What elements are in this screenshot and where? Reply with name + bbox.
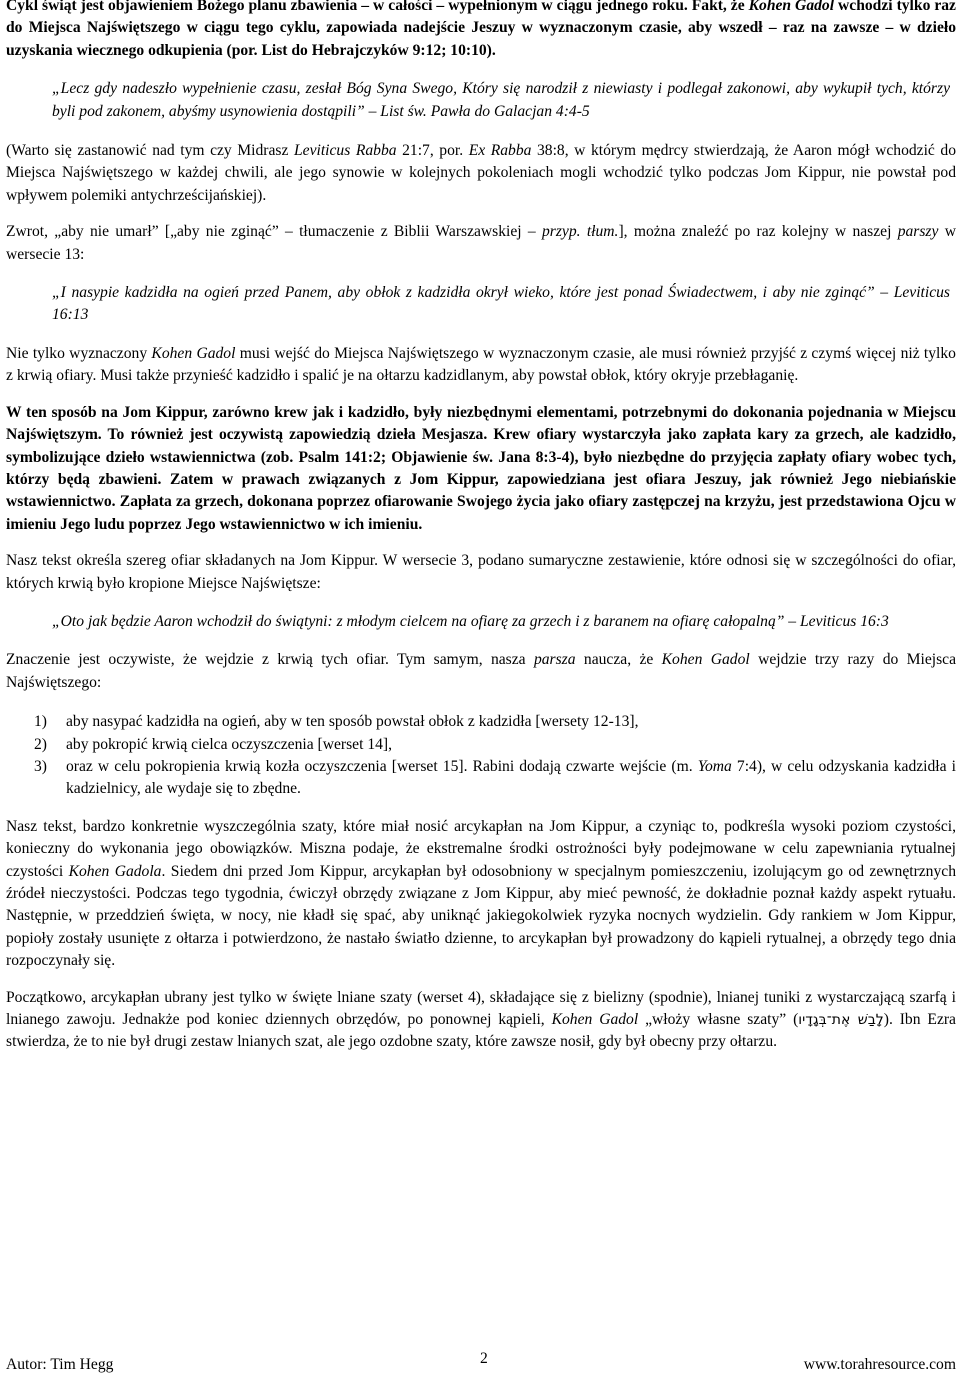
incense-text-c: musi wejść do Miejsca Najświętszego w wyznaczonym czasie, ale musi również przyjść z czymś więcej niż tylko z krwią ofiary. Musi także przynieść kadzidło i spalić je na ołtarzu kadzidlanym, aby powstał obłok, który okryje przebłaganię. [6, 344, 956, 385]
paragraph-midrash [6, 140, 956, 207]
paragraph-intro [6, 0, 956, 62]
phrase-text-c: ], można znaleźć po raz kolejny w naszej [618, 223, 898, 241]
paragraph-three-entries [6, 649, 956, 694]
list-item-text: aby nasypać kadzidła na ogień, aby w ten sposób powstał obłok z kadzidła [wersety 12-13], [66, 713, 639, 731]
list-item [6, 734, 956, 756]
page-footer [6, 1350, 956, 1374]
three-entries-text-e: wejdzie trzy razy do Miejsca Najświętszego: [6, 651, 957, 691]
garments-term-kohen-gadola: Kohen Gadola [68, 862, 162, 880]
offerings-text: Nasz tekst określa szereg ofiar składanych na Jom Kippur. W wersecie 3, podano sumaryczne zestawienie, które odnosi się w szczególności do ofiar, których krwią było kropione Miejsce Najświętsze: [6, 552, 956, 592]
quote-galatians-ref: Pawła do Galacjan 4:4-5 [426, 102, 590, 120]
list-item-number: 3) [34, 757, 47, 775]
quote-leviticus-16-13-text: „I nasypie kadzidła na ogień przed Panem, aby obłok z kadzidła okrył wieko, które jest ponad Świadectwem, i aby nie zginąć” – Leviticus 16:13 [52, 284, 950, 324]
garments-text-c: . Siedem dni przed Jom Kippur, arcykapłan był odosobniony w specjalnym pomieszczeniu, izolującym go od zewnętrznych źródeł nieczystości. Podczas tego tygodnia, ćwiczył obrzędy związane z Jom Kippur, aby mieć pewność, że dokładnie poznał każdy aspekt rytuału. Następnie, w przeddzień święta, w nocy, nie kładł się spać, aby uniknąć jakiegokolwiek ryzyka nocnych wydzielin. Gdy rankiem w Jom Kippur, popioły zostały usunięte z ołtarza i potwierdzono, że nastało światło dzienne, to arcykapłan był prowadzony do kąpieli rytualnej, a obrzędy tego dnia rozpoczynały się. [6, 862, 956, 970]
intro-term-kohen-gadol: Kohen Gadol [748, 0, 835, 14]
footer-author: Autor: Tim Hegg [6, 1356, 114, 1373]
paragraph-garments [6, 816, 956, 973]
linen-text-c: „włoży własne szaty” ( [638, 1011, 799, 1029]
three-entries-text-c: naucza, że [575, 651, 662, 669]
quote-galatians [52, 78, 950, 123]
footer-page-number: 2 [480, 1350, 488, 1367]
entries-list [6, 711, 956, 801]
list-item-text: oraz w celu pokropienia krwią kozła oczyszczenia [werset 15]. Rabini dodają czwarte wejście (m. [66, 757, 698, 775]
linen-term-kohen-gadol: Kohen Gadol [551, 1011, 639, 1029]
paragraph-offerings [6, 550, 956, 595]
list-item-text-end: 7:4), w celu odzyskania kadzidła i kadzielnicy, ale wydaje się to zbędne. [66, 757, 956, 798]
linen-text-d: ). Ibn Ezra stwierdza, że to nie był drugi zestaw lnianych szat, ale jego ozdobne szaty, które zawsze nosił, gdy był obecny przy ołtarzu. [6, 1011, 956, 1051]
midrash-text-e: 38:8, w którym mędrcy stwierdzają, że Aaron mógł wchodzić do Miejsca Najświętszego w każdej chwili, ale jego synowie w kolejnych pokoleniach mogli wchodzić tylko podczas Jom Kippur, nie powstał pod wpływem polemiki antychrześcijańskiej). [6, 142, 956, 204]
document-page [6, 0, 956, 1054]
quote-leviticus-16-13 [52, 282, 950, 327]
midrash-text-c: 21:7, por. [396, 142, 469, 160]
garments-text-a: Nasz tekst, bardzo konkretnie wyszczególnia szaty, które miał nosić arcykapłan na Jom Kippur, a czyniąc to, podkreśla wysoki poziom czystości, konieczny do wykonania jego obowiązków. Miszna podaje, że ekstremalne środki ostrożności były podejmowane w celu zapewniania rytualnej czystości [6, 817, 956, 880]
phrase-term-parsza: parszy [897, 223, 939, 241]
linen-text-a: Początkowo, arcykapłan ubrany jest tylko w święte lniane szaty (werset 4), składające się z bielizny (spodnie), lnianej tuniki z wystarczającą szarfą i lnianego zawoju. Jednakże pod koniec dziennych obrzędów, po ponownej kąpieli, [6, 988, 956, 1029]
paragraph-incense [6, 343, 956, 388]
list-item [6, 756, 956, 801]
list-item-number: 1) [34, 713, 47, 731]
phrase-text-e: w wersecie 13: [6, 223, 956, 263]
list-item-term-yoma: Yoma [697, 757, 732, 775]
phrase-text-a: Zwrot, „aby nie umarł” [„aby nie zginąć” – tłumaczenie z Biblii Warszawskiej – [6, 223, 542, 241]
paragraph-linen [6, 987, 956, 1054]
midrash-term-leviticus-rabba: Leviticus Rabba [293, 142, 397, 160]
list-item-text: aby pokropić krwią cielca oczyszczenia [werset 14], [66, 735, 393, 753]
linen-hebrew-phrase: לָבַשׁ אֶת־בְּגָדָיו [798, 1012, 884, 1029]
quote-leviticus-16-3 [52, 611, 950, 633]
list-item-number: 2) [34, 735, 47, 753]
phrase-translator-note: przyp. tłum. [542, 223, 619, 241]
paragraph-phrase [6, 221, 956, 266]
paragraph-yom-kippur [6, 402, 956, 536]
midrash-text-a: (Warto się zastanowić nad tym czy Midrasz [6, 142, 294, 160]
footer-website: www.torahresource.com [803, 1356, 956, 1373]
list-item [6, 711, 956, 733]
intro-text-c: wchodzi tylko raz do Miejsca Najświętszego w ciągu tego cyklu, zapowiada nadejście Jeszuy w wyznaczonym czasie, aby wszedł – raz na zawsze – w dzieło uzyskania wiecznego odkupienia (por. List do Hebrajczyków 9:12; 10:10). [6, 0, 956, 59]
incense-text-a: Nie tylko wyznaczony [6, 344, 152, 362]
intro-text-a: Cykl świąt jest objawieniem Bożego planu zbawienia – w całości – wypełnionym w ciągu jednego roku. Fakt, że [6, 0, 749, 14]
three-entries-text-a: Znaczenie jest oczywiste, że wejdzie z krwią tych ofiar. Tym samym, nasza [6, 651, 534, 669]
quote-leviticus-16-3-text: „Oto jak będzie Aaron wchodził do świątyni: z młodym cielcem na ofiarę za grzech i z baranem na ofiarę całopalną” – Leviticus 16:3 [52, 612, 889, 630]
three-entries-term-parsza: parsza [533, 651, 576, 669]
three-entries-term-kohen-gadol: Kohen Gadol [661, 651, 750, 669]
yom-kippur-text: W ten sposób na Jom Kippur, zarówno krew jak i kadzidło, były niezbędnymi elementami, potrzebnymi do dokonania pojednania w Miejscu Najświętszym. To również jest oczywistą zapowiedzią dzieła Mesjasza. Krew ofiary wystarczyła jako zapłata kary za grzech, ale kadzidło, symbolizujące dzieło wstawiennictwa (zob. Psalm 141:2; Objawienie św. Jana 8:3-4), było niezbędne do przyjęcia zapłaty ofiary wobec tych, którzy będą zbawieni. Zatem w prawach związanych z Jom Kippur, zapowiedziana jest ofiara Jeszuy, jak również Jego niebiańskie wstawiennictwo. Zapłata za grzech, dokonana poprzez ofiarowanie Swojego życia jako ofiary zastępczej na krzyżu, jest przedstawiona Ojcu w imieniu Jego ludu poprzez Jego wstawiennictwo w ich imieniu. [6, 403, 956, 533]
midrash-term-ex-rabba: Ex Rabba [468, 142, 532, 160]
incense-term-kohen-gadol: Kohen Gadol [151, 344, 236, 362]
quote-galatians-text: „Lecz gdy nadeszło wypełnienie czasu, zesłał Bóg Syna Swego, Który się narodził z niewiasty i podlegał zakonowi, aby wykupił tych, którzy byli pod zakonem, abyśmy usynowienia dostąpili” – List św. [52, 80, 950, 120]
